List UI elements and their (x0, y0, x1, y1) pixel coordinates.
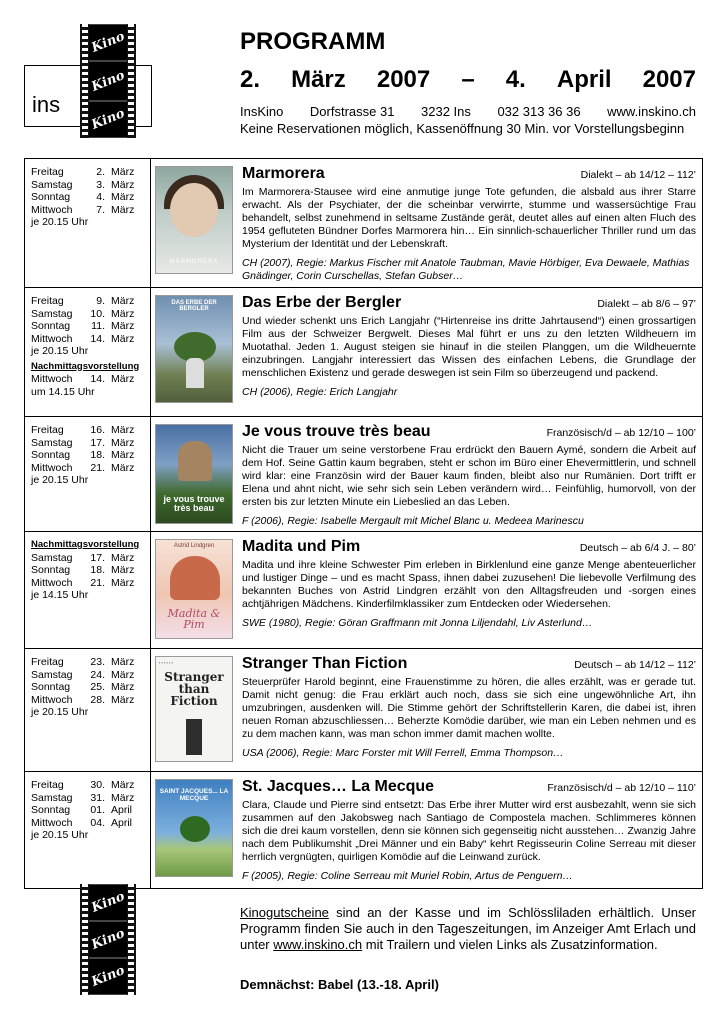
movie-meta: Dialekt – ab 14/12 – 112’ (580, 169, 696, 181)
show-time: je 14.15 Uhr (31, 589, 89, 601)
film-strip-icon (80, 884, 136, 995)
movie-row (24, 772, 703, 889)
website-link[interactable]: www.inskino.ch (273, 937, 363, 952)
movie-row (24, 417, 703, 532)
film-strip-icon (80, 24, 136, 138)
movie-title: Je vous trouve très beau (242, 423, 431, 440)
movie-poster: je vous trouve très beau (155, 424, 233, 524)
movie-poster: MARMORERA (155, 166, 233, 274)
movie-title: St. Jacques… La Mecque (242, 778, 435, 795)
movie-row (24, 288, 703, 417)
movie-meta: Deutsch – ab 14/12 – 112’ (574, 659, 696, 671)
movie-title: Das Erbe der Bergler (242, 294, 402, 311)
page-title: PROGRAMM (240, 28, 386, 55)
show-time: je 20.15 Uhr (31, 216, 89, 228)
logo-text: Kino (89, 106, 127, 133)
show-time: je 20.15 Uhr (31, 706, 89, 718)
movie-credits: SWE (1980), Regie: Göran Graffmann mit Jonna Liljendahl, Liv Asterlund… (242, 617, 593, 629)
show-time: je 20.15 Uhr (31, 345, 89, 357)
logo-text: Kino (89, 67, 127, 95)
movie-credits: F (2006), Regie: Isabelle Mergault mit Michel Blanc u. Medeea Marinescu (242, 515, 584, 527)
website-link[interactable]: www.inskino.ch (607, 104, 696, 119)
logo-text: Kino (89, 963, 127, 990)
movie-description: Steuerprüfer Harold beginnt, eine Frauenstimme zu hören, die alles erzählt, was er gerade tut. Damit nicht genug: die Frau erklärt auch noch, dass sie sich eine ungewöhnliche Art, ihn umzubringen, ausdenken will. Die Stimme gehört der Schriftstellerin Karen, die dabei ist, ihren neuen Roman abzuschliessen… Beherzte Komödie darüber, wie man ein Leben nehmen und es zu dem machen kann, was man schon immer damit machen wollte. (242, 676, 696, 740)
movie-meta: Französisch/d – ab 12/10 – 110’ (547, 782, 696, 794)
schedule: Freitag 16. März Samstag 17. März Sonntag 18. März Mittwoch 21. März je 20.15 Uhr (25, 417, 151, 531)
movie-description: Und wieder schenkt uns Erich Langjahr (“Hirtenreise ins dritte Jahrtausend“) einen grossartigen Film aus der Schweizer Bergwelt. Dieses Mal führt er uns zu den letzten Wildheuern im Muotathal. Jeden 1. August steigen sie hinauf in die steilen Planggen, um die Wildheuernte einzubringen. Langjahr interessiert das Wissen des einfachen Lebens, die Grundlage der menschlichen Existenz und gerade deswegen ist sein Film so überzeugend und packend. (242, 315, 696, 379)
movie-meta: Dialekt – ab 8/6 – 97’ (597, 298, 696, 310)
movie-meta: Französisch/d – ab 12/10 – 100’ (546, 427, 696, 439)
coming-soon: Demnächst: Babel (13.-18. April) (240, 977, 439, 992)
kino-logo (80, 24, 136, 138)
movie-poster: ▪ ▪ ▪ ▪ ▪ ▪ Stranger than Fiction (155, 656, 233, 762)
schedule: Freitag 30. März Samstag 31. März Sonntag 01. April Mittwoch 04. April je 20.15 Uhr (25, 772, 151, 888)
movie-row (24, 649, 703, 772)
schedule: Freitag 2. März Samstag 3. März Sonntag 4. März Mittwoch 7. März je 20.15 Uhr (25, 159, 151, 287)
movie-credits: CH (2006), Regie: Erich Langjahr (242, 386, 398, 398)
kino-logo-footer (80, 884, 136, 995)
movie-poster: SAINT JACQUES... LA MECQUE (155, 779, 233, 877)
movie-description: Madita und ihre kleine Schwester Pim erleben in Birklenlund eine ganze Menge abenteuerlicher und lustiger Dinge – und es macht Spass, ihnen dabei zuzusehen! Die liebevolle Verfilmung des bekannten Buches von Astrid Lindgren erzählt von den Alltagsfreuden und -sorgen eines achtjährigen Mädchens. Kinderfilmklassiker zum Entdecken oder Wiedersehen. (242, 559, 696, 610)
show-time: je 20.15 Uhr (31, 829, 89, 841)
matinee-label: Nachmittagsvorstellung (31, 539, 140, 550)
movie-row (24, 532, 703, 649)
movie-row (24, 159, 703, 288)
movie-meta: Deutsch – ab 6/4 J. – 80’ (579, 542, 696, 554)
schedule: Freitag 9. März Samstag 10. März Sonntag 11. März Mittwoch 14. März je 20.15 Uhr Nachmittagsvorstellung Mittwoch 14. März um 14.15 Uhr (25, 288, 151, 416)
gutscheine-link[interactable]: Kinogutscheine (240, 905, 329, 920)
movie-description: Clara, Claude und Pierre sind entsetzt: Das Erbe ihrer Mutter wird erst ausbezahlt, wenn sie sich zusammen auf den Jakobsweg nach Santiago de Compostela machen. Schlimmeres können sich die drei kaum vorstellen, denn sie können sich gegenseitig nicht ausstehen… Zwanzig Jahre nach dem Publikumshit „Drei Männer und ein Baby“ kehrt Regisseurin Coline Serreau mit dieser herrlich vergnügten, quirligen Komödie auf die Leinwand zurück. (242, 799, 696, 863)
footer-info: Kinogutscheine sind an der Kasse und im Schlössliladen erhältlich. Unser Programm finden Sie auch in den Tageszeitungen, im Anzeiger Amt Erlach und unter www.inskino.ch mit Trailern und vielen Links als Zusatzinformation. (240, 905, 696, 952)
logo-text: Kino (89, 926, 127, 953)
date-range: 2. März 2007 – 4. April 2007 (240, 66, 696, 93)
movie-poster: Astrid Lindgren Madita & Pim (155, 539, 233, 639)
logo-text: Kino (89, 889, 127, 916)
schedule: Freitag 23. März Samstag 24. März Sonntag 25. März Mittwoch 28. März je 20.15 Uhr (25, 649, 151, 771)
matinee-label: Nachmittagsvorstellung (31, 360, 140, 372)
movie-credits: F (2005), Regie: Coline Serreau mit Muriel Robin, Artus de Penguern… (242, 870, 573, 882)
movie-title: Madita und Pim (242, 538, 361, 555)
program-table (24, 158, 703, 889)
movie-credits: CH (2007), Regie: Markus Fischer mit Anatole Taubman, Mavie Hörbiger, Eva Dewaele, Mathias Gnädinger, Corin Curschellas, Stefan Gubser… (242, 257, 690, 282)
movie-description: Nicht die Trauer um seine verstorbene Frau erdrückt den Bauern Aymé, sondern die Arbeit auf dem Hof. Seine Gattin kaum begraben, steht er schon im Büro einer Ehevermittlerin, und schnell wird klar: eine Französin wird der Bauer kaum finden, bleibt also nur Rumänien. Dort trifft er Elena und ahnt nicht, wie sehr sich sein Leben verändern wird… Feinfühlig, humorvoll, von der ersten bis zur letzten Minute ein Liebeslied an das Leben. (242, 444, 696, 508)
movie-title: Stranger Than Fiction (242, 655, 408, 672)
logo-text: Kino (89, 29, 127, 56)
schedule: Nachmittagsvorstellung Samstag 17. März Sonntag 18. März Mittwoch 21. März je 14.15 Uhr (25, 532, 151, 648)
address-line: InsKino Dorfstrasse 31 3232 Ins 032 313 36 36 www.inskino.ch (240, 104, 696, 119)
movie-credits: USA (2006), Regie: Marc Forster mit Will Ferrell, Emma Thompson… (242, 747, 564, 759)
show-time: je 20.15 Uhr (31, 474, 89, 486)
ins-logo-word: ins (32, 92, 61, 117)
movie-title: Marmorera (242, 165, 325, 182)
matinee-time: um 14.15 Uhr (31, 385, 95, 398)
movie-description: Im Marmorera-Stausee wird eine anmutige junge Tote gefunden, die alsbald aus ihrer Starre erwacht. Als der Psychiater, der die scheinbar verwirrte, stumme und wassersüchtige Frau behandelt, selbst zunehmend in seltsame Zustände gerät, deutet alles auf einen alten Fluch des 1954 gefluteten Bündner Dorfes Marmorera hin… Ein sinnlich-schauerlicher Thriller rund um das Mysterium der Identität und der Lebenskraft. (242, 186, 696, 250)
movie-poster: DAS ERBE DER BERGLER (155, 295, 233, 403)
reservation-note: Keine Reservationen möglich, Kassenöffnung 30 Min. vor Vorstellungsbeginn (240, 121, 685, 136)
